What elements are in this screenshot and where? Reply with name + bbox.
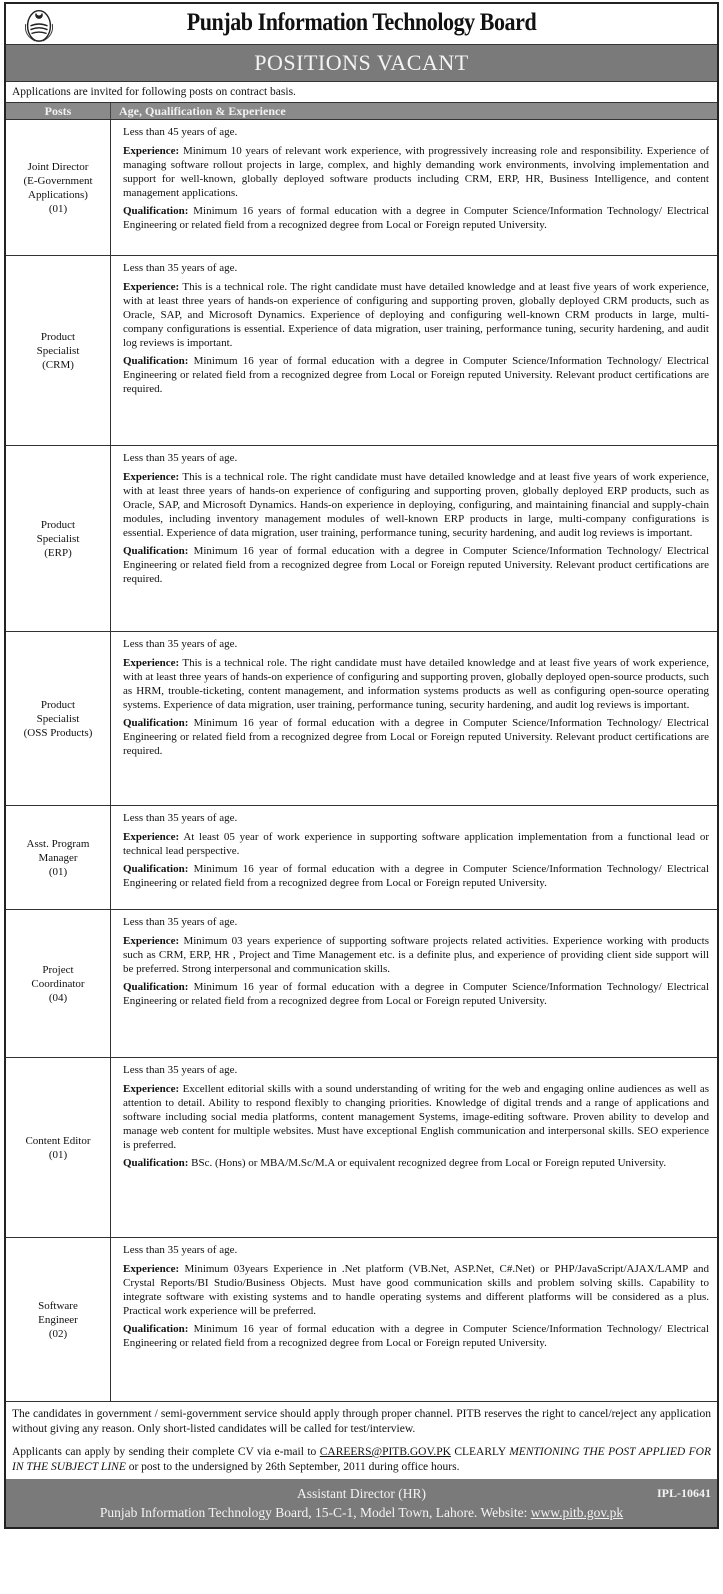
experience-text: This is a technical role. The right candidate must have detailed knowledge and at least five years of work experience, with at least three years of hands-on experience of configuring and supporting proven, globally deployed CRM products, such as Oracle, SAP, and Microsoft Dynamics. Experience of deploying and configuring well-known CRM products in large, multi-company configurations is essential. Experience of data migration, user training, performance tuning, security hardening, and audit log reviews is important. (123, 281, 709, 349)
post-details (111, 120, 717, 255)
job-advertisement (4, 2, 719, 1529)
experience (123, 1262, 709, 1318)
age-limit: Less than 35 years of age. (123, 452, 238, 464)
experience-text: This is a technical role. The right candidate must have detailed knowledge and at least five years of work experience, with at least three years of hands-on experience of configuring and supporting proven, globally deployed open-source products, such as HRM, trouble-ticketing, content management, and information systems products as well as configuring open-source operating systems. Experience of data migration, user training, performance tuning, security hardening, and audit log reviews is important. (123, 657, 709, 711)
post-title: Project Coordinator (04) (6, 910, 111, 1057)
post-title: Product Specialist (CRM) (6, 256, 111, 445)
posts-column-header: Posts (6, 103, 111, 119)
age-limit: Less than 45 years of age. (123, 126, 238, 138)
qualification (123, 862, 709, 890)
qualification-text: Minimum 16 years of formal education with a degree in Computer Science/Information Technology/ Electrical Engineering or related field from a recognized degree from Local or Foreign reputed University. (123, 205, 710, 231)
post-title: Asst. Program Manager (01) (6, 806, 111, 909)
post-title: Content Editor (01) (6, 1058, 111, 1237)
qualification-label: Qualification: (123, 205, 189, 217)
qualification (123, 716, 709, 758)
qualification-label: Qualification: (123, 545, 189, 557)
position-row (6, 1238, 717, 1402)
qualification-text: Minimum 16 year of formal education with a degree in Computer Science/Information Technology/ Electrical Engineering or related field from a recognized degree from Local or Foreign reputed University. Relevant product certifications are required. (123, 355, 709, 395)
experience-label: Experience: (123, 657, 180, 669)
header (6, 4, 717, 45)
organization-title: Punjab Information Technology Board (186, 9, 537, 36)
apply-text-clearly: CLEARLY (454, 1446, 506, 1458)
age-limit: Less than 35 years of age. (123, 638, 238, 650)
qualification-text: Minimum 16 year of formal education with a degree in Computer Science/Information Technology/ Electrical Engineering or related field from a recognized degree from Local or Foreign reputed University. Relevant product certifications are required. (123, 717, 709, 757)
apply-instructions (12, 1445, 711, 1475)
experience (123, 280, 709, 350)
experience-label: Experience: (123, 935, 180, 947)
positions-table (6, 120, 717, 1402)
qualification-text: BSc. (Hons) or MBA/M.Sc/M.A or equivalent recognized degree from Local or Foreign reputed University. (191, 1157, 667, 1169)
deadline-text: or post to the undersigned by 26th September, 2011 during office hours. (128, 1461, 460, 1473)
channel-note: The candidates in government / semi-government service should apply through proper channel. PITB reserves the right to cancel/reject any application without giving any reason. Only short-listed candidates will be called for test/interview. (12, 1408, 711, 1435)
experience (123, 656, 709, 712)
application-notes (6, 1402, 717, 1479)
position-row (6, 446, 717, 632)
qualification (123, 1322, 709, 1350)
post-details (111, 806, 717, 909)
experience-text: This is a technical role. The right candidate must have detailed knowledge and at least five years of work experience, with at least three years of hands-on experience of configuring and supporting proven, globally deployed ERP products, such as Oracle, SAP, and Microsoft Dynamics. Hands-on experience in deploying, configuring, and maintaining financial and supply-chain modules, including inventory management modules of well-known ERP products in large, multi-company configurations is essential. Experience of data migration, user training, performance tuning, security hardening, and audit log reviews is important. (123, 471, 709, 539)
position-row (6, 256, 717, 446)
qualification-label: Qualification: (123, 717, 189, 729)
post-details (111, 910, 717, 1057)
qualification-text: Minimum 16 year of formal education with a degree in Computer Science/Information Technology/ Electrical Engineering or related field from a recognized degree from Local or Foreign reputed University. (123, 1323, 709, 1349)
qualification-label: Qualification: (123, 355, 189, 367)
positions-vacant-banner: POSITIONS VACANT (6, 45, 717, 82)
qualification-label: Qualification: (123, 981, 189, 993)
details-column-header: Age, Qualification & Experience (119, 104, 286, 118)
qualification (123, 204, 709, 232)
experience-label: Experience: (123, 145, 180, 157)
age-limit: Less than 35 years of age. (123, 1064, 238, 1076)
qualification-label: Qualification: (123, 1323, 189, 1335)
post-title: Product Specialist (ERP) (6, 446, 111, 631)
qualification-text: Minimum 16 year of formal education with a degree in Computer Science/Information Technology/ Electrical Engineering or related field from a recognized degree from Local or Foreign reputed University. Relevant product certifications are required. (123, 545, 709, 585)
experience-text: Excellent editorial skills with a sound understanding of writing for the web and engaging online audiences as well as attention to detail. Ability to respond flexibly to changing priorities. Knowledge of digital trends and a range of applications and software including social media platforms, content management Systems, image-editing software. Proven ability to develop and manage web content for multiple websites. Must have exceptional English communication and interpersonal skills. SEO experience is preferred. (123, 1083, 709, 1151)
post-title: Joint Director (E-Government Applications) (01) (6, 120, 111, 255)
post-details (111, 1238, 717, 1401)
experience-text: Minimum 03 years experience of supporting software projects related activities. Experience working with products such as CRM, ERP, HR , Project and Time Management etc. is a definite plus, and experience of providing client side support will be preferred. Strong interpersonal and communication skills. (123, 935, 710, 975)
post-title: Software Engineer (02) (6, 1238, 111, 1401)
qualification-text: Minimum 16 year of formal education with a degree in Computer Science/Information Technology/ Electrical Engineering or related field from a recognized degree from Local or Foreign reputed University. (123, 981, 709, 1007)
age-limit: Less than 35 years of age. (123, 812, 238, 824)
post-details (111, 256, 717, 445)
post-details (111, 632, 717, 805)
experience (123, 144, 709, 200)
qualification-label: Qualification: (123, 863, 189, 875)
post-details (111, 446, 717, 631)
position-row (6, 120, 717, 256)
experience-label: Experience: (123, 1083, 180, 1095)
address (6, 1503, 717, 1522)
qualification (123, 544, 709, 586)
position-row (6, 632, 717, 806)
qualification-text: Minimum 16 year of formal education with a degree in Computer Science/Information Technology/ Electrical Engineering or related field from a recognized degree from Local or Foreign reputed University. (123, 863, 709, 889)
experience (123, 934, 709, 976)
experience-text: Minimum 03years Experience in .Net platform (VB.Net, ASP.Net, C#.Net) or PHP/JavaScript/AJAX/LAMP and Crystal Reports/BI Studio/Business Objects. Must have good communication skills and problem solving skills. Capability to integrate software with existing systems and to handle operating systems and different platforms will be considered as a plus. Practical work experience will be preferred. (123, 1263, 709, 1317)
experience-text: Minimum 10 years of relevant work experience, with progressively increasing role and responsibility. Experience of managing software rollout projects in large, complex, and highly demanding work environments, involving implementation and support for well-known, globally deployed software products including CRM, ERP, HR, Business Intelligence, and content management applications. (123, 145, 709, 199)
experience-label: Experience: (123, 281, 180, 293)
apply-text: Applicants can apply by sending their complete CV via e-mail to (12, 1446, 317, 1458)
experience-label: Experience: (123, 471, 180, 483)
qualification (123, 980, 709, 1008)
signatory: Assistant Director (HR) (297, 1486, 426, 1501)
address-text: Punjab Information Technology Board, 15-C-1, Model Town, Lahore. Website: (99, 1505, 528, 1520)
position-row (6, 806, 717, 910)
age-limit: Less than 35 years of age. (123, 1244, 238, 1256)
qualification (123, 354, 709, 396)
experience-label: Experience: (123, 1263, 180, 1275)
footer (6, 1479, 717, 1527)
post-title: Product Specialist (OSS Products) (6, 632, 111, 805)
ad-reference: IPL-10641 (657, 1486, 711, 1500)
experience-label: Experience: (123, 831, 180, 843)
post-details (111, 1058, 717, 1237)
experience (123, 1082, 709, 1152)
age-limit: Less than 35 years of age. (123, 916, 238, 928)
age-limit: Less than 35 years of age. (123, 262, 238, 274)
table-header (6, 103, 717, 120)
position-row (6, 1058, 717, 1238)
careers-email-link[interactable]: CAREERS@PITB.GOV.PK (319, 1446, 451, 1458)
experience-text: At least 05 year of work experience in supporting software application implementation from a functional lead or technical lead perspective. (123, 831, 709, 857)
qualification-label: Qualification: (123, 1157, 189, 1169)
subject-line-instruction: MENTIONING THE POST APPLIED FOR IN THE SUBJECT LINE (12, 1446, 711, 1473)
experience (123, 830, 709, 858)
intro-text: Applications are invited for following posts on contract basis. (6, 82, 717, 103)
qualification (123, 1156, 709, 1170)
position-row (6, 910, 717, 1058)
website-link[interactable]: www.pitb.gov.pk (530, 1505, 624, 1520)
experience (123, 470, 709, 540)
